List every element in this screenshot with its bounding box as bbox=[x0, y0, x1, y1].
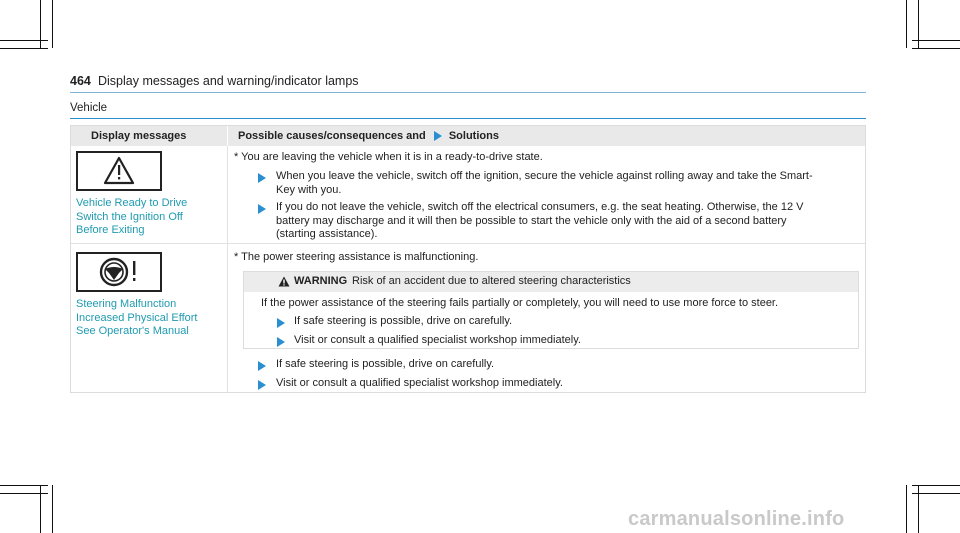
solution-step: Visit or consult a qualified specialist workshop immediately. bbox=[276, 377, 563, 389]
crop-mark bbox=[52, 0, 53, 48]
warning-header bbox=[244, 272, 858, 292]
crop-mark bbox=[906, 0, 907, 48]
cause-text: * The power steering assistance is malfunctioning. bbox=[234, 251, 479, 263]
section-rule bbox=[70, 118, 866, 119]
arrow-icon bbox=[277, 337, 285, 347]
steering-wheel-warning-icon bbox=[76, 252, 162, 292]
cause-text: * You are leaving the vehicle when it is in a ready-to-drive state. bbox=[234, 151, 543, 163]
solution-step: When you leave the vehicle, switch off the ignition, secure the vehicle against rolling away and take the Smart- Key with you. bbox=[276, 170, 813, 196]
solution-step: If you do not leave the vehicle, switch off the electrical consumers, e.g. the seat heating. Otherwise, the 12 V battery may discharge and it will then be possible to start the vehicle only with the aid of a second battery (starting assistance). bbox=[276, 201, 804, 240]
crop-mark bbox=[0, 493, 48, 494]
page-number: 464 bbox=[70, 74, 91, 88]
crop-mark bbox=[52, 485, 53, 533]
arrow-icon bbox=[258, 204, 266, 214]
crop-mark bbox=[0, 40, 48, 41]
crop-mark bbox=[0, 48, 48, 49]
crop-mark bbox=[912, 48, 960, 49]
solution-step: If safe steering is possible, drive on carefully. bbox=[276, 358, 495, 370]
display-messages-table bbox=[70, 125, 866, 393]
running-header-title: Display messages and warning/indicator lamps bbox=[98, 74, 359, 88]
warning-step: Visit or consult a qualified specialist workshop immediately. bbox=[294, 334, 581, 346]
warning-triangle-icon bbox=[76, 151, 162, 191]
watermark: carmanualsonline.info bbox=[628, 508, 845, 530]
column-header-display-messages: Display messages bbox=[71, 126, 227, 146]
section-title: Vehicle bbox=[70, 102, 108, 114]
crop-mark bbox=[0, 485, 48, 486]
arrow-icon bbox=[258, 380, 266, 390]
column-header-causes-solutions bbox=[228, 126, 865, 146]
crop-mark bbox=[912, 493, 960, 494]
message-line: Vehicle Ready to Drive bbox=[76, 197, 188, 209]
display-message-steering-malfunction bbox=[76, 298, 197, 339]
message-line: Before Exiting bbox=[76, 224, 145, 236]
arrow-icon bbox=[434, 131, 442, 141]
column-header-causes-label: Possible causes/consequences and bbox=[238, 130, 426, 142]
message-line: See Operator's Manual bbox=[76, 325, 189, 337]
warning-body: If the power assistance of the steering fails partially or completely, you will need to use more force to steer. bbox=[261, 297, 779, 309]
crop-mark bbox=[912, 40, 960, 41]
warning-text: Risk of an accident due to altered steering characteristics bbox=[352, 275, 631, 287]
display-message-vehicle-ready bbox=[76, 197, 187, 238]
crop-mark bbox=[912, 485, 960, 486]
message-line: Steering Malfunction bbox=[76, 298, 177, 310]
arrow-icon bbox=[258, 361, 266, 371]
message-line: Increased Physical Effort bbox=[76, 311, 198, 324]
warning-label: WARNING bbox=[294, 275, 348, 287]
warning-box bbox=[243, 271, 859, 349]
warning-icon bbox=[278, 276, 290, 287]
arrow-icon bbox=[277, 318, 285, 328]
crop-mark bbox=[906, 485, 907, 533]
header-rule bbox=[70, 92, 866, 93]
arrow-icon bbox=[258, 173, 266, 183]
row-divider bbox=[71, 243, 865, 244]
column-header-solutions-label: Solutions bbox=[448, 130, 499, 142]
message-line: Switch the Ignition Off bbox=[76, 210, 183, 223]
column-divider bbox=[227, 146, 228, 392]
warning-step: If safe steering is possible, drive on carefully. bbox=[294, 315, 513, 327]
